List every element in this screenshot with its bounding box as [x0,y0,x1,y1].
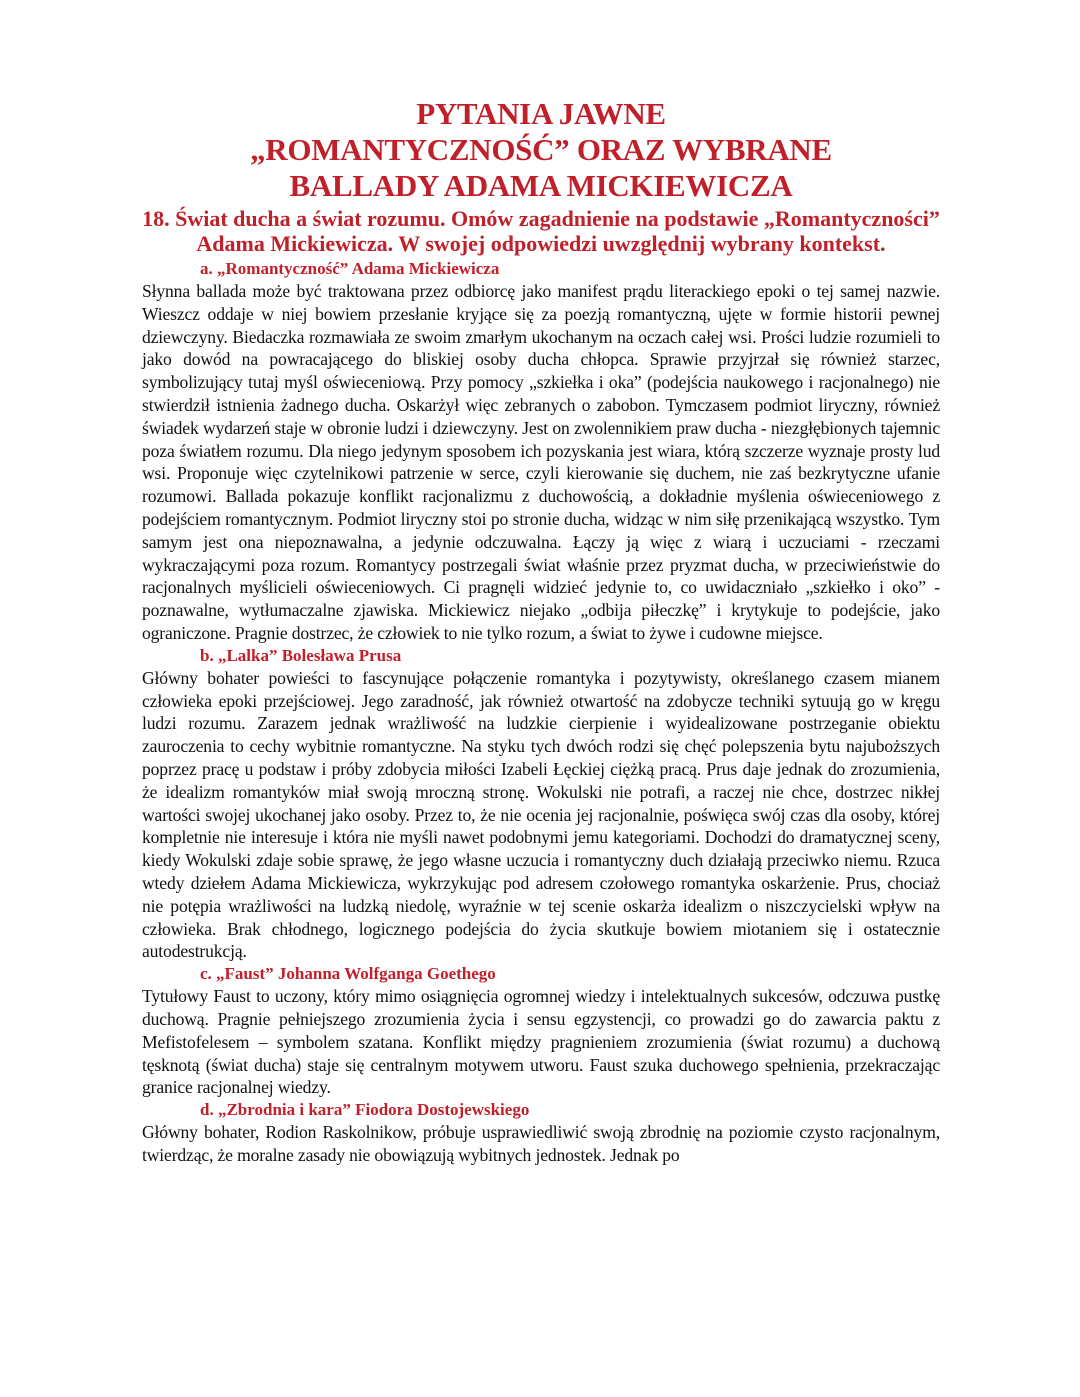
section-text-c: Tytułowy Faust to uczony, który mimo osiągnięcia ogromnej wiedzy i intelektualnych sukcesów, odczuwa pustkę duchową. Pragnie pełniejszego zrozumienia życia i sensu egzystencji, co prowadzi go do zawarcia paktu z Mefistofelesem – symbolem szatana. Konflikt między pragnieniem zrozumienia (świat rozumu) a duchową tęsknotą (świat ducha) staje się centralnym motywem utworu. Faust szuka duchowego spełnienia, przekraczając granice racjonalnej wiedzy. [142,986,940,1098]
section-text-b: Główny bohater powieści to fascynujące połączenie romantyka i pozytywisty, określanego czasem mianem człowieka epoki przejściowej. Jego zaradność, jak również otwartość na zdobycze techniki sytuują go w kręgu ludzi rozumu. Zarazem jednak wrażliwość na ludzkie cierpienie i wyidealizowane postrzeganie obiektu zauroczenia to cechy wybitnie romantyczne. Na styku tych dwóch rodzi się chęć polepszenia bytu najuboższych poprzez pracę u podstaw i próby zdobycia miłości Izabeli Łęckiej ciężką pracą. Prus daje jednak do zrozumienia, że idealizm romantyków miał swoją mroczną stronę. Wokulski nie potrafi, a raczej nie chce, dostrzec nikłej wartości swojej ukochanej jako osoby. Przez to, że nie ocenia jej racjonalnie, poświęca swój czas dla osoby, której kompletnie nie interesuje i która nie myśli nawet podobnymi jemu kategoriami. Dochodzi do dramatycznej sceny, kiedy Wokulski zdaje sobie sprawę, że jego własne uczucia i romantyczny duch działają przeciwko niemu. Rzuca wtedy dziełem Adama Mickiewicza, wykrzykując pod adresem czołowego romantyka oskarżenie. Prus, chociaż nie potępia wrażliwości na ludzką niedolę, wyraźnie w tej scenie oskarża idealizm o niszczycielski wpływ na człowieka. Brak chłodnego, logicznego podejścia do życia skutkuje bowiem miotaniem się i ostatecznie autodestrukcją. [142,667,940,962]
title-line-2: „ROMANTYCZNOŚĆ” ORAZ WYBRANE [250,132,832,167]
document-page [142,96,940,1167]
title-line-3: BALLADY ADAMA MICKIEWICZA [289,168,793,203]
section-heading-a: a. „Romantyczność” Adama Mickiewicza [200,259,500,278]
section-text-d: Główny bohater, Rodion Raskolnikow, próbuje usprawiedliwić swoją zbrodnię na poziomie czysto racjonalnym, twierdząc, że moralne zasady nie obowiązują wybitnych jednostek. Jednak po [142,1122,940,1165]
section-heading-c: c. „Faust” Johanna Wolfganga Goethego [200,964,496,984]
question-heading: 18. Świat ducha a świat rozumu. Omów zagadnienie na podstawie „Romantyczności” Adama Mickiewicza. W swojej odpowiedzi uwzględnij wybrany kontekst. [142,206,940,256]
section-text-a: Słynna ballada może być traktowana przez odbiorcę jako manifest prądu literackiego epoki o tej samej nazwie. Wieszcz oddaje w niej bowiem przesłanie kryjące się za poezją romantyczną, ujęte w formie historii pewnej dziewczyny. Biedaczka rozmawiała ze swoim zmarłym ukochanym na oczach całej wsi. Prości ludzie rozumieli to jako dowód na powracającego do bliskiej osoby ducha chłopca. Sprawie przyjrzał się również starzec, symbolizujący tutaj myśl oświeceniową. Przy pomocy „szkiełka i oka” (podejścia naukowego i racjonalnego) nie stwierdził istnienia żadnego ducha. Oskarżył więc zebranych o zabobon. Tymczasem podmiot liryczny, również świadek wydarzeń staje w obronie ludzi i dziewczyny. Jest on zwolennikiem praw ducha - niezgłębionych tajemnic poza światłem rozumu. Dla niego jedynym sposobem ich pozyskania jest wiara, którą szczerze wyznaje prosty lud wsi. Proponuje więc czytelnikowi patrzenie w serce, czyli kierowanie się duchem, nie zaś bezkrytyczne ufanie rozumowi. Ballada pokazuje konflikt racjonalizmu z duchowością, a dokładnie myślenia oświeceniowego z podejściem romantycznym. Podmiot liryczny stoi po stronie ducha, widząc w nim siłę przenikającą wszystko. Tym samym jest ona niepoznawalna, a jedynie odczuwalna. Łączy ją więc z wiarą i uczuciami - rzeczami wykraczającymi poza rozum. Romantycy postrzegali świat właśnie przez pryzmat ducha, w przeciwieństwie do racjonalnych myślicieli oświeceniowych. Ci pragnęli widzieć jedynie to, co uwidaczniało „szkiełko i oko” - poznawalne, wytłumaczalne zjawiska. Mickiewicz niejako „odbija piłeczkę” i krytykuje to podejście, jako ograniczone. Pragnie dostrzec, że człowiek to nie tylko rozum, a świat to żywe i cudowne miejsce. [142,281,940,643]
document-title [142,96,940,204]
title-line-1: PYTANIA JAWNE [416,96,666,131]
section-heading-d: d. „Zbrodnia i kara” Fiodora Dostojewskiego [200,1100,530,1120]
section-heading-b: b. „Lalka” Bolesława Prusa [200,645,402,665]
